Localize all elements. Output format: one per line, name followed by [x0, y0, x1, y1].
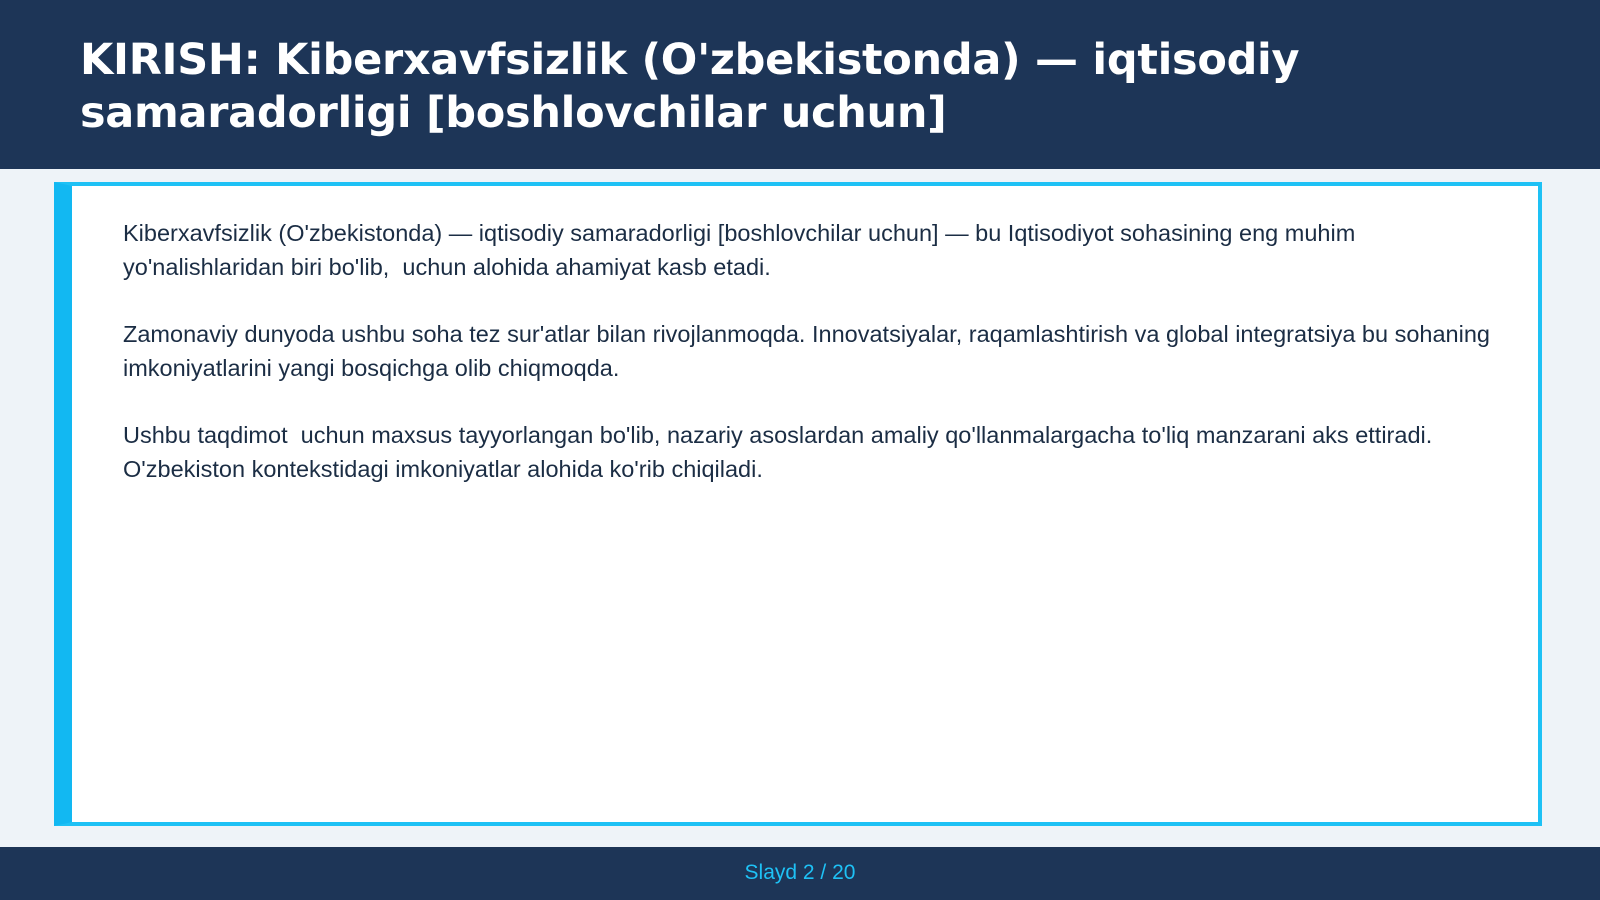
- presentation-purpose-paragraph: Ushbu taqdimot uchun maxsus tayyorlangan bo'lib, nazariy asoslardan amaliy qo'llanmalargacha to'liq manzarani aks ettiradi. O'zbekiston kontekstidagi imkoniyatlar alohida ko'rib chiqiladi.: [123, 422, 1439, 482]
- intro-paragraph: Kiberxavfsizlik (O'zbekistonda) — iqtisodiy samaradorligi [boshlovchilar uchun] — bu Iqtisodiyot sohasining eng muhim yo'nalishlaridan biri bo'lib, uchun alohida ahamiyat kasb etadi.: [123, 220, 1362, 280]
- development-paragraph: Zamonaviy dunyoda ushbu soha tez sur'atlar bilan rivojlanmoqda. Innovatsiyalar, raqamlashtirish va global integratsiya bu sohaning imkoniyatlarini yangi bosqichga olib chiqmoqda.: [123, 321, 1497, 381]
- slide-number: Slayd 2 / 20: [744, 861, 856, 884]
- slide-footer: [0, 847, 1600, 900]
- slide-header: [0, 0, 1600, 169]
- content-panel: [54, 182, 1542, 826]
- slide-title: KIRISH: Kiberxavfsizlik (O'zbekistonda) — iqtisodiy samaradorligi [boshlovchilar uchun]: [80, 35, 1300, 138]
- content-text: [123, 216, 1498, 519]
